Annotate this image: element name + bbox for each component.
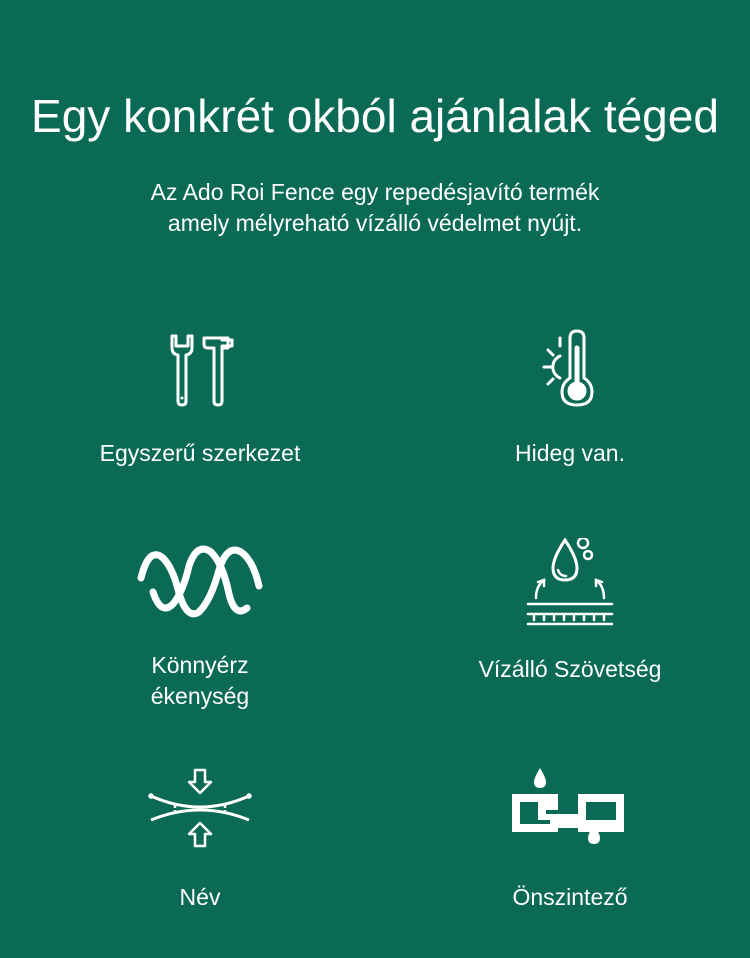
feature-label: Vízálló Szövetség: [478, 656, 662, 682]
subtitle-line: amely mélyreható vízálló védelmet nyújt.: [167, 210, 583, 236]
feature-label: Név: [179, 884, 221, 910]
feature-item-structure: [50, 328, 350, 469]
feature-item-sensitivity: [50, 538, 350, 712]
thermometer-sun-icon: [530, 328, 610, 408]
tools-icon: [160, 328, 240, 408]
feature-label: Egyszerű szerkezet: [99, 440, 301, 466]
pressure-arrows-icon: [145, 766, 255, 852]
feature-label: Hideg van.: [515, 440, 625, 466]
feature-item-name: [50, 766, 350, 913]
page-title: Egy konkrét okból ajánlalak téged: [31, 90, 719, 142]
wave-icon: [135, 538, 265, 624]
feature-label: Könnyérz ékenység: [150, 652, 250, 709]
feature-item-cold: [420, 328, 720, 469]
feature-item-waterproof: [420, 538, 720, 685]
feature-label: Önszintező: [512, 884, 628, 910]
waterproof-fabric-icon: [520, 538, 620, 628]
page-subtitle: [0, 177, 750, 239]
subtitle-line: Az Ado Roi Fence egy repedésjavító termék: [150, 179, 600, 205]
feature-item-self-leveling: [420, 766, 720, 913]
self-healing-crack-icon: [510, 766, 630, 852]
